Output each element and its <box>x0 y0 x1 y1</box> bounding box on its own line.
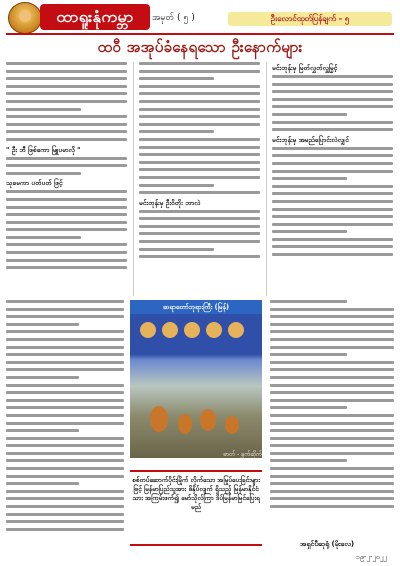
text-line <box>6 376 79 379</box>
monk-figure-icon <box>225 416 239 434</box>
text-line <box>272 200 393 203</box>
text-line <box>6 482 79 485</box>
text-line <box>6 330 124 333</box>
text-line <box>139 210 260 213</box>
text-line <box>6 437 124 440</box>
column-1 <box>6 62 127 296</box>
text-line <box>270 353 347 356</box>
text-line <box>6 315 124 318</box>
text-line <box>272 105 393 108</box>
text-line <box>139 184 214 187</box>
text-line <box>6 475 124 478</box>
text-line <box>139 255 260 258</box>
text-line <box>6 198 127 201</box>
text-line <box>270 315 394 318</box>
text-line <box>139 85 260 88</box>
text-line <box>270 346 394 349</box>
text-line <box>270 384 394 387</box>
text-line <box>6 206 127 209</box>
text-line <box>139 92 260 95</box>
text-line <box>272 177 347 180</box>
text-line <box>139 123 260 126</box>
text-line <box>139 138 260 141</box>
text-line <box>6 300 124 303</box>
text-line <box>6 338 124 341</box>
text-line <box>6 259 127 262</box>
text-line <box>6 77 127 80</box>
monk-figure-icon <box>178 414 192 434</box>
text-line <box>139 248 214 251</box>
text-line <box>272 98 393 101</box>
column-1-lower <box>6 300 124 542</box>
text-line <box>272 147 393 150</box>
text-line <box>272 128 393 131</box>
text-line <box>272 238 393 241</box>
text-line <box>6 123 127 126</box>
text-line <box>6 85 127 88</box>
text-line <box>6 266 127 269</box>
text-line <box>6 452 124 455</box>
page-header <box>0 0 400 34</box>
monk-portrait-logo <box>8 2 42 34</box>
monk-figure-icon <box>150 406 168 432</box>
text-line <box>272 253 393 256</box>
text-line <box>270 475 394 478</box>
text-line <box>272 245 393 248</box>
portrait-icon <box>228 322 244 338</box>
text-line <box>270 361 394 364</box>
article-title: ထဝီ အအုပ်ခံနေရသော ဦးနောက်များ <box>97 38 303 56</box>
text-line <box>6 172 81 175</box>
text-line <box>6 100 127 103</box>
text-line <box>6 384 124 387</box>
photo-caption: ဓာတ် - ခွက်ဆိုက် <box>223 451 262 458</box>
text-line <box>6 406 124 409</box>
text-line <box>270 399 394 402</box>
publish-date: ၁၉-၂-၂၀၂၂ <box>356 553 387 561</box>
text-line <box>6 115 127 118</box>
text-line <box>6 361 124 364</box>
text-line <box>270 429 394 432</box>
text-line <box>6 399 124 402</box>
text-line <box>272 162 393 165</box>
text-line <box>139 153 260 156</box>
text-line <box>6 92 127 95</box>
gathering-photo <box>130 314 262 458</box>
text-line <box>6 490 124 493</box>
text-line <box>6 213 127 216</box>
text-line <box>139 108 260 111</box>
text-line <box>270 459 347 462</box>
text-line <box>6 368 124 371</box>
text-line <box>6 346 124 349</box>
column-1-subhead: " ဦး ဘီ ဖြစ်ကော မြူပမာလို " <box>6 145 81 154</box>
text-line <box>272 208 393 211</box>
text-line <box>139 176 260 179</box>
text-line <box>270 490 394 493</box>
text-line <box>270 376 394 379</box>
column-2-subhead: မင်းတုန်းမှ ဦးဝိတိုး ဘာလဲ <box>139 198 201 207</box>
column-2 <box>139 62 260 296</box>
text-line <box>6 190 127 193</box>
text-line <box>6 164 127 167</box>
text-line <box>139 232 260 235</box>
text-line <box>272 75 393 78</box>
news-photo <box>130 300 262 464</box>
text-line <box>6 243 127 246</box>
text-line <box>270 330 394 333</box>
text-line <box>139 225 260 228</box>
text-line <box>139 130 214 133</box>
issue-number: အမှတ် ( ၅ ) <box>152 13 195 23</box>
text-line <box>270 338 394 341</box>
column-1-subhead-2: သုခမကာ ပတ်ပတ် ဖြင့် <box>6 179 63 188</box>
text-line <box>270 452 394 455</box>
text-line <box>270 308 394 311</box>
article-columns <box>6 62 394 296</box>
pull-quote <box>130 470 262 546</box>
text-line <box>270 422 394 425</box>
text-line <box>270 323 394 326</box>
text-line <box>270 467 394 470</box>
text-line <box>139 191 260 194</box>
text-line <box>270 300 347 303</box>
masthead: ထာရူးနုံကမ္ဘာ <box>40 4 150 30</box>
text-line <box>139 70 260 73</box>
text-line <box>139 146 260 149</box>
column-3-subhead-2: မင်းဘုန်းမှ အမည်ပြောင်းလဲလျှင် <box>272 135 349 144</box>
text-line <box>272 223 393 226</box>
text-line <box>6 528 124 531</box>
portrait-face-icon <box>19 10 31 22</box>
text-line <box>139 161 260 164</box>
text-line <box>6 459 124 462</box>
column-3-subhead: မင်းတုန်းမှ မြတ်လွှတ်လှူမြှင့် <box>272 64 338 72</box>
text-line <box>6 391 124 394</box>
text-line <box>6 130 127 133</box>
text-line <box>270 368 394 371</box>
monk-figure-icon <box>200 409 216 431</box>
issue-banner: ဦးလောင်ထုတ်ပြန်ချက် - ၅ <box>228 12 392 26</box>
photo-banner: ဆရာတော်ဘုရားကြီး (မြန်) <box>130 300 262 314</box>
text-line <box>272 121 393 124</box>
portrait-icon <box>162 322 178 338</box>
text-line <box>270 414 394 417</box>
text-line <box>6 513 124 516</box>
portrait-icon <box>184 322 200 338</box>
text-line <box>6 157 127 160</box>
portrait-icon <box>140 322 156 338</box>
text-line <box>270 497 394 500</box>
text-line <box>6 62 127 65</box>
text-line <box>6 138 127 141</box>
text-line <box>270 505 394 508</box>
text-line <box>6 497 124 500</box>
text-line <box>6 353 124 356</box>
text-line <box>139 217 260 220</box>
text-line <box>6 70 127 73</box>
text-line <box>272 215 393 218</box>
text-line <box>6 414 124 417</box>
text-line <box>6 221 127 224</box>
text-line <box>272 90 393 93</box>
text-line <box>6 422 124 425</box>
text-line <box>272 113 347 116</box>
text-line <box>6 228 127 231</box>
text-line <box>272 83 393 86</box>
text-line <box>272 192 393 195</box>
text-line <box>139 168 260 171</box>
portrait-icon <box>206 322 222 338</box>
text-line <box>270 391 394 394</box>
text-line <box>272 185 393 188</box>
text-line <box>272 154 393 157</box>
text-line <box>139 77 214 80</box>
text-line <box>139 115 260 118</box>
text-line <box>6 520 124 523</box>
text-line <box>6 108 81 111</box>
text-line <box>6 236 81 239</box>
pull-quote-text: စစ်တပ်ဆောက်ပိုင်းမြိုက် လိုက်သော အမြုပ်ပေးခြင်းများဖြင့် မြန်မာပြည်သူအား ဖိနှိပ်လျက် ရှိသည့် မြန်မာနိုင်ငံသား အကြမ်းဖက်၍ မော်သိုလ်ကြာ ဒိပ်မြန်မာမြင်ပြေးရမည် <box>132 476 260 511</box>
text-line <box>6 323 79 326</box>
author-byline: အရှင်ပီဆုရုံ (မိုးလေ) <box>300 540 355 548</box>
text-line <box>270 437 394 440</box>
header-rule <box>6 33 394 35</box>
text-line <box>139 62 260 65</box>
text-line <box>270 482 394 485</box>
text-line <box>6 444 124 447</box>
column-3 <box>272 62 393 296</box>
text-line <box>6 467 124 470</box>
text-line <box>270 444 394 447</box>
text-line <box>6 429 79 432</box>
text-line <box>6 308 124 311</box>
text-line <box>6 251 127 254</box>
text-line <box>272 230 347 233</box>
text-line <box>272 170 393 173</box>
text-line <box>6 505 124 508</box>
text-line <box>139 100 260 103</box>
text-line <box>139 240 260 243</box>
text-line <box>270 406 347 409</box>
column-3-lower <box>270 300 394 542</box>
